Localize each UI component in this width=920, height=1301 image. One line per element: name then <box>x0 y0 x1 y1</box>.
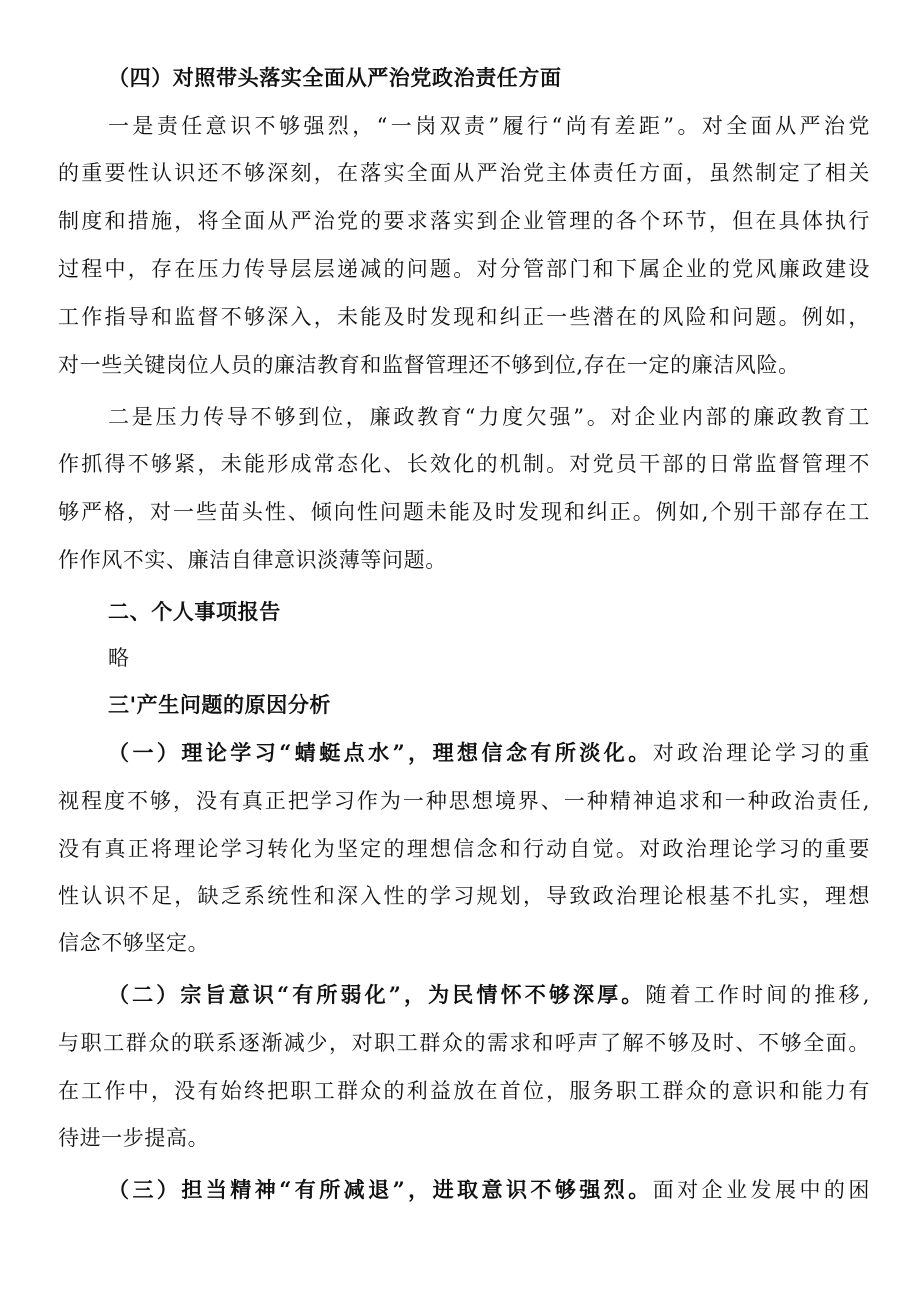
text-line: 性认识不足，缺乏系统性和深入性的学习规划，导致政治理论根基不扎实，理想 <box>58 884 870 908</box>
reason-3-first-line <box>108 1175 870 1205</box>
text-line: 在工作中，没有始终把职工群众的利益放在首位，服务职工群众的意识和能力有 <box>58 1079 870 1103</box>
reason-2-first-line <box>108 980 870 1010</box>
text-line: 待进一步提高。 <box>58 1126 210 1150</box>
reason-3-first-rest: 面对企业发展中的困 <box>652 1178 870 1202</box>
reason-2-first-rest: 随着工作时间的推移, <box>645 983 870 1007</box>
text-line: 作抓得不够紧，未能形成常态化、长效化的机制。对党员干部的日常监督管理不 <box>58 452 870 476</box>
text-line: 够严格，对一些苗头性、倾向性问题未能及时发现和纠正。例如,个别干部存在工 <box>58 500 870 524</box>
text-line: 作作风不实、廉洁自律意识淡薄等问题。 <box>58 548 447 572</box>
section-3-heading: 三'产生问题的原因分析 <box>108 692 332 717</box>
text-line: 一是责任意识不够强烈，“一岗双责”履行“尚有差距”。对全面从严治党 <box>108 114 870 138</box>
text-line: 对一些关键岗位人员的廉洁教育和监督管理还不够到位,存在一定的廉洁风险。 <box>58 353 800 377</box>
section-2-body: 略 <box>108 646 130 670</box>
text-line: 视程度不够，没有真正把学习作为一种思想境界、一种精神追求和一种政治责任, <box>58 789 870 813</box>
reason-2-lead: （二）宗旨意识“有所弱化”，为民情怀不够深厚。 <box>108 982 646 1007</box>
reason-1-first-line <box>108 738 870 768</box>
section-4-heading: （四）对照带头落实全面从严治党政治责任方面 <box>108 65 562 90</box>
section-2-heading: 二、个人事项报告 <box>108 599 281 624</box>
reason-1-first-rest: 对政治理论学习的重 <box>652 741 870 765</box>
text-line: 制度和措施，将全面从严治党的要求落实到企业管理的各个环节，但在具体执行 <box>58 209 870 233</box>
reason-1-lead: （一）理论学习“蜻蜓点水”，理想信念有所淡化。 <box>108 740 653 765</box>
text-line: 过程中，存在压力传导层层递减的问题。对分管部门和下属企业的党风廉政建设 <box>58 257 870 281</box>
text-line: 与职工群众的联系逐渐减少，对职工群众的需求和呼声了解不够及时、不够全面。 <box>58 1031 870 1055</box>
reason-3-lead: （三）担当精神“有所减退”，进取意识不够强烈。 <box>108 1177 653 1202</box>
text-line: 二是压力传导不够到位，廉政教育“力度欠强”。对企业内部的廉政教育工 <box>108 405 870 429</box>
text-line: 工作指导和监督不够深入，未能及时发现和纠正一些潜在的风险和问题。例如， <box>58 305 870 329</box>
text-line: 的重要性认识还不够深刻，在落实全面从严治党主体责任方面，虽然制定了相关 <box>58 161 870 185</box>
text-line: 信念不够坚定。 <box>58 931 210 955</box>
text-line: 没有真正将理论学习转化为坚定的理想信念和行动自觉。对政治理论学习的重要 <box>58 837 870 861</box>
